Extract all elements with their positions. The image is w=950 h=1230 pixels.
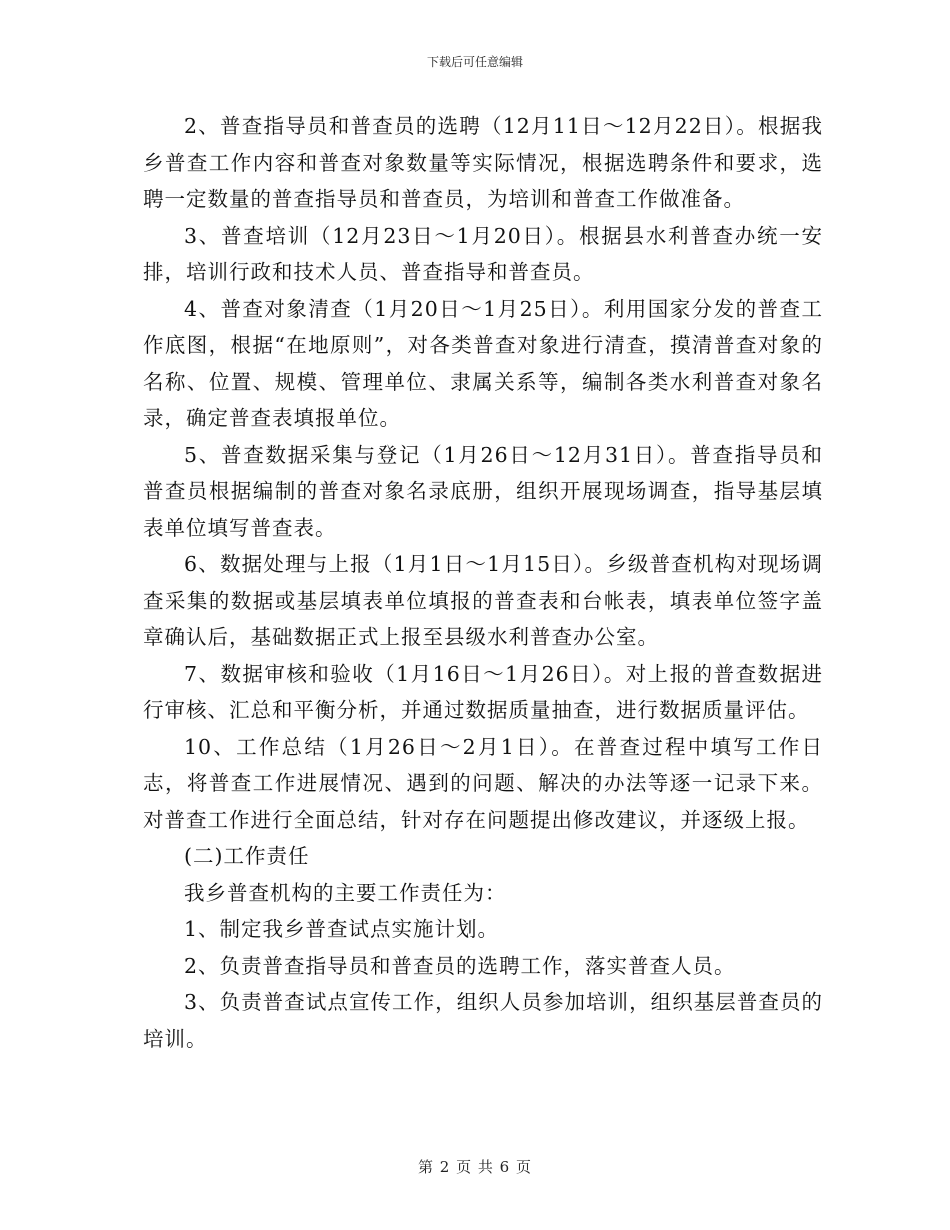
section-heading-responsibilities: (二)工作责任 bbox=[184, 844, 310, 868]
paragraph-object-inventory: 4、普查对象清查（1月20日～1月25日）。利用国家分发的普查工作底图，根据“在地原则”，对各类普查对象进行清查，摸清普查对象的名称、位置、规模、管理单位、隶属关系等，编制各类水利普查对象名录，确定普查表填报单位。 bbox=[143, 296, 823, 430]
list-item-staffing: 2、负责普查指导员和普查员的选聘工作，落实普查人员。 bbox=[184, 953, 736, 978]
paragraph-data-review: 7、数据审核和验收（1月16日～1月26日）。对上报的普查数据进行审核、汇总和平衡分析，并通过数据质量抽查，进行数据质量评估。 bbox=[143, 661, 823, 722]
list-item-publicity: 3、负责普查试点宣传工作，组织人员参加培训，组织基层普查员的培训。 bbox=[143, 990, 823, 1051]
paragraph-responsibilities-intro: 我乡普查机构的主要工作责任为： bbox=[184, 880, 507, 905]
paragraph-selection-schedule: 2、普查指导员和普查员的选聘（12月11日～12月22日）。根据我乡普查工作内容和普查对象数量等实际情况，根据选聘条件和要求，选聘一定数量的普查指导员和普查员，为培训和普查工作做准备。 bbox=[143, 114, 823, 211]
document-body bbox=[143, 108, 823, 1057]
paragraph-data-processing: 6、数据处理与上报（1月1日～1月15日）。乡级普查机构对现场调查采集的数据或基层填表单位填报的普查表和台帐表，填表单位签字盖章确认后，基础数据正式上报至县级水利普查办公室。 bbox=[143, 552, 823, 649]
paragraph-data-collection: 5、普查数据采集与登记（1月26日～12月31日）。普查指导员和普查员根据编制的普查对象名录底册，组织开展现场调查，指导基层填表单位填写普查表。 bbox=[143, 442, 823, 540]
page-number: 第 2 页 共 6 页 bbox=[418, 1158, 532, 1176]
list-item-plan: 1、制定我乡普查试点实施计划。 bbox=[184, 917, 500, 941]
paragraph-work-summary: 10、工作总结（1月26日～2月1日）。在普查过程中填写工作日志，将普查工作进展情况、遇到的问题、解决的办法等逐一记录下来。对普查工作进行全面总结，针对存在问题提出修改建议，并逐级上报。 bbox=[143, 734, 823, 832]
page-header: 下载后可任意编辑 bbox=[426, 55, 523, 69]
paragraph-training-schedule: 3、普查培训（12月23日～1月20日）。根据县水利普查办统一安排，培训行政和技术人员、普查指导和普查员。 bbox=[143, 223, 823, 284]
